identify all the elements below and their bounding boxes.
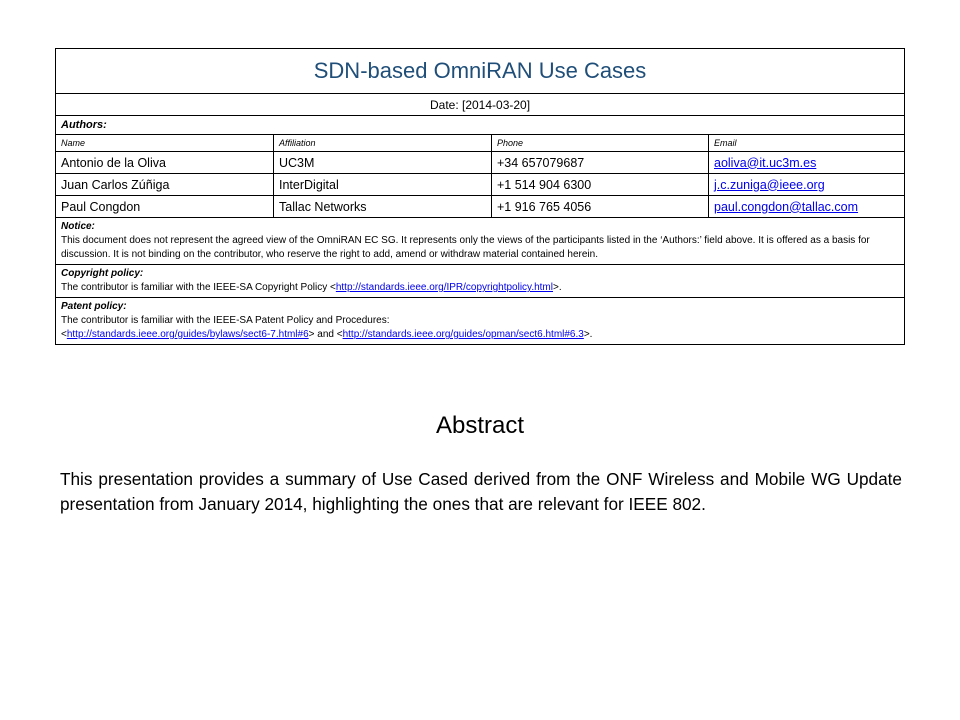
author-row <box>56 196 905 218</box>
author-affiliation: InterDigital <box>274 174 492 196</box>
authors-column-headers <box>56 135 905 152</box>
patent-bylaws-link[interactable]: http://standards.ieee.org/guides/bylaws/sect6-7.html#6 <box>66 329 309 340</box>
document-title: SDN-based OmniRAN Use Cases <box>56 49 905 94</box>
author-name: Antonio de la Oliva <box>56 152 274 174</box>
author-email-link[interactable]: j.c.zuniga@ieee.org <box>714 177 825 192</box>
column-header-affiliation: Affiliation <box>274 135 492 152</box>
copyright-policy-link[interactable]: http://standards.ieee.org/IPR/copyrightpolicy.html <box>335 282 553 293</box>
patent-opman-link[interactable]: http://standards.ieee.org/guides/opman/sect6.html#6.3 <box>342 329 584 340</box>
copyright-section <box>56 265 905 298</box>
author-email-link[interactable]: paul.congdon@tallac.com <box>714 199 859 214</box>
author-email-link[interactable]: aoliva@it.uc3m.es <box>714 155 817 170</box>
author-phone: +34 657079687 <box>492 152 709 174</box>
notice-section <box>56 218 905 265</box>
patent-open: < <box>61 329 67 340</box>
author-row <box>56 152 905 174</box>
copyright-label: Copyright policy: <box>61 268 144 279</box>
notice-text: This document does not represent the agreed view of the OmniRAN EC SG. It represents only the views of the participants listed in the ‘Authors:’ field above. It is offered as a basis for discussion. It is not binding on the contributor, who reserve the right to add, amend or withdraw material contained herein. <box>61 235 870 260</box>
copyright-text: The contributor is familiar with the IEEE-SA Copyright Policy < <box>61 282 336 293</box>
patent-close: >. <box>583 329 593 340</box>
author-row <box>56 174 905 196</box>
author-phone: +1 514 904 6300 <box>492 174 709 196</box>
column-header-email: Email <box>709 135 905 152</box>
column-header-name: Name <box>56 135 274 152</box>
author-affiliation: UC3M <box>274 152 492 174</box>
notice-label: Notice: <box>61 221 95 232</box>
author-name: Paul Congdon <box>56 196 274 218</box>
abstract-heading: Abstract <box>435 412 525 439</box>
document-date: Date: [2014-03-20] <box>56 94 905 116</box>
author-affiliation: Tallac Networks <box>274 196 492 218</box>
patent-section <box>56 298 905 345</box>
document-header-table <box>55 48 905 345</box>
patent-mid: > and < <box>308 329 343 340</box>
abstract-body: This presentation provides a summary of Use Cased derived from the ONF Wireless and Mobile WG Update presentation from January 2014, highlighting the ones that are relevant for IEEE 802. <box>60 469 902 514</box>
patent-text: The contributor is familiar with the IEEE-SA Patent Policy and Procedures: <box>61 315 390 326</box>
author-name: Juan Carlos Zúñiga <box>56 174 274 196</box>
patent-label: Patent policy: <box>61 301 127 312</box>
column-header-phone: Phone <box>492 135 709 152</box>
copyright-text-end: >. <box>553 282 562 293</box>
author-phone: +1 916 765 4056 <box>492 196 709 218</box>
authors-label: Authors: <box>56 116 905 135</box>
